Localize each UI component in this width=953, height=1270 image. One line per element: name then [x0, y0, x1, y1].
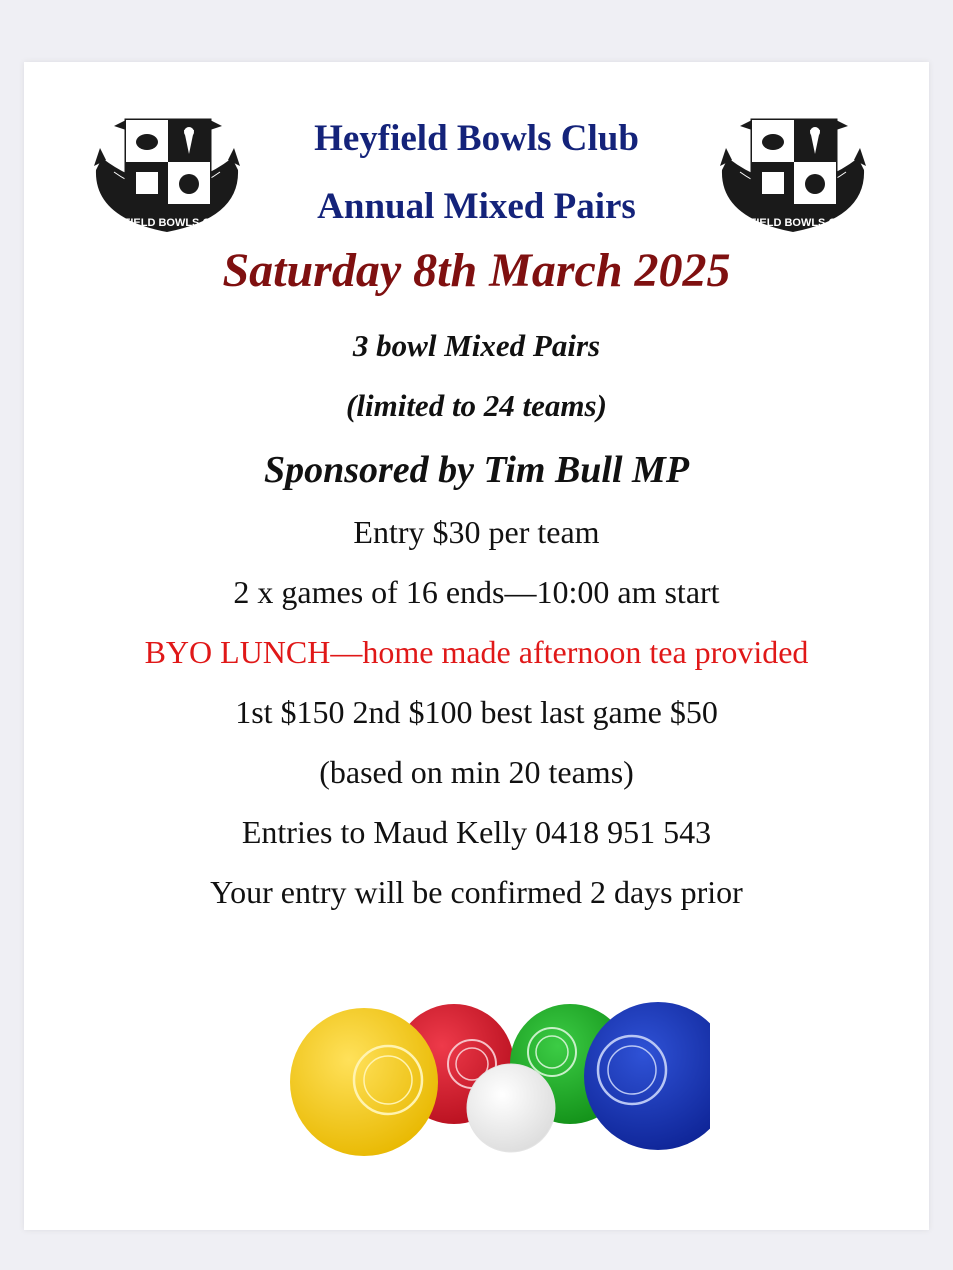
- entry-contact: Entries to Maud Kelly 0418 951 543: [241, 814, 712, 850]
- confirmation-note: Your entry will be confirmed 2 days prior: [210, 874, 743, 910]
- sponsor-line: Sponsored by Tim Bull MP: [263, 449, 690, 491]
- white-jack: [467, 1064, 555, 1152]
- crest-text-left: HEYFIELD BOWLS CLUB: [101, 217, 233, 229]
- prize-condition: (based on min 20 teams): [319, 754, 634, 790]
- flyer-page: [24, 62, 929, 1230]
- crest-text-right: HEYFIELD BOWLS CLUB: [727, 217, 859, 229]
- team-limit: (limited to 24 teams): [346, 388, 607, 423]
- yellow-bowl: [290, 1008, 438, 1156]
- event-name: Annual Mixed Pairs: [317, 186, 636, 227]
- lawn-bowls-illustration: [270, 992, 710, 1162]
- prize-list: 1st $150 2nd $100 best last game $50: [235, 694, 718, 730]
- games-schedule: 2 x games of 16 ends—10:00 am start: [233, 574, 720, 610]
- event-date: Saturday 8th March 2025: [222, 244, 731, 297]
- club-name: Heyfield Bowls Club: [314, 118, 639, 159]
- event-format: 3 bowl Mixed Pairs: [352, 328, 601, 363]
- entry-fee: Entry $30 per team: [353, 514, 600, 550]
- lunch-note: BYO LUNCH—home made afternoon tea provided: [144, 634, 809, 670]
